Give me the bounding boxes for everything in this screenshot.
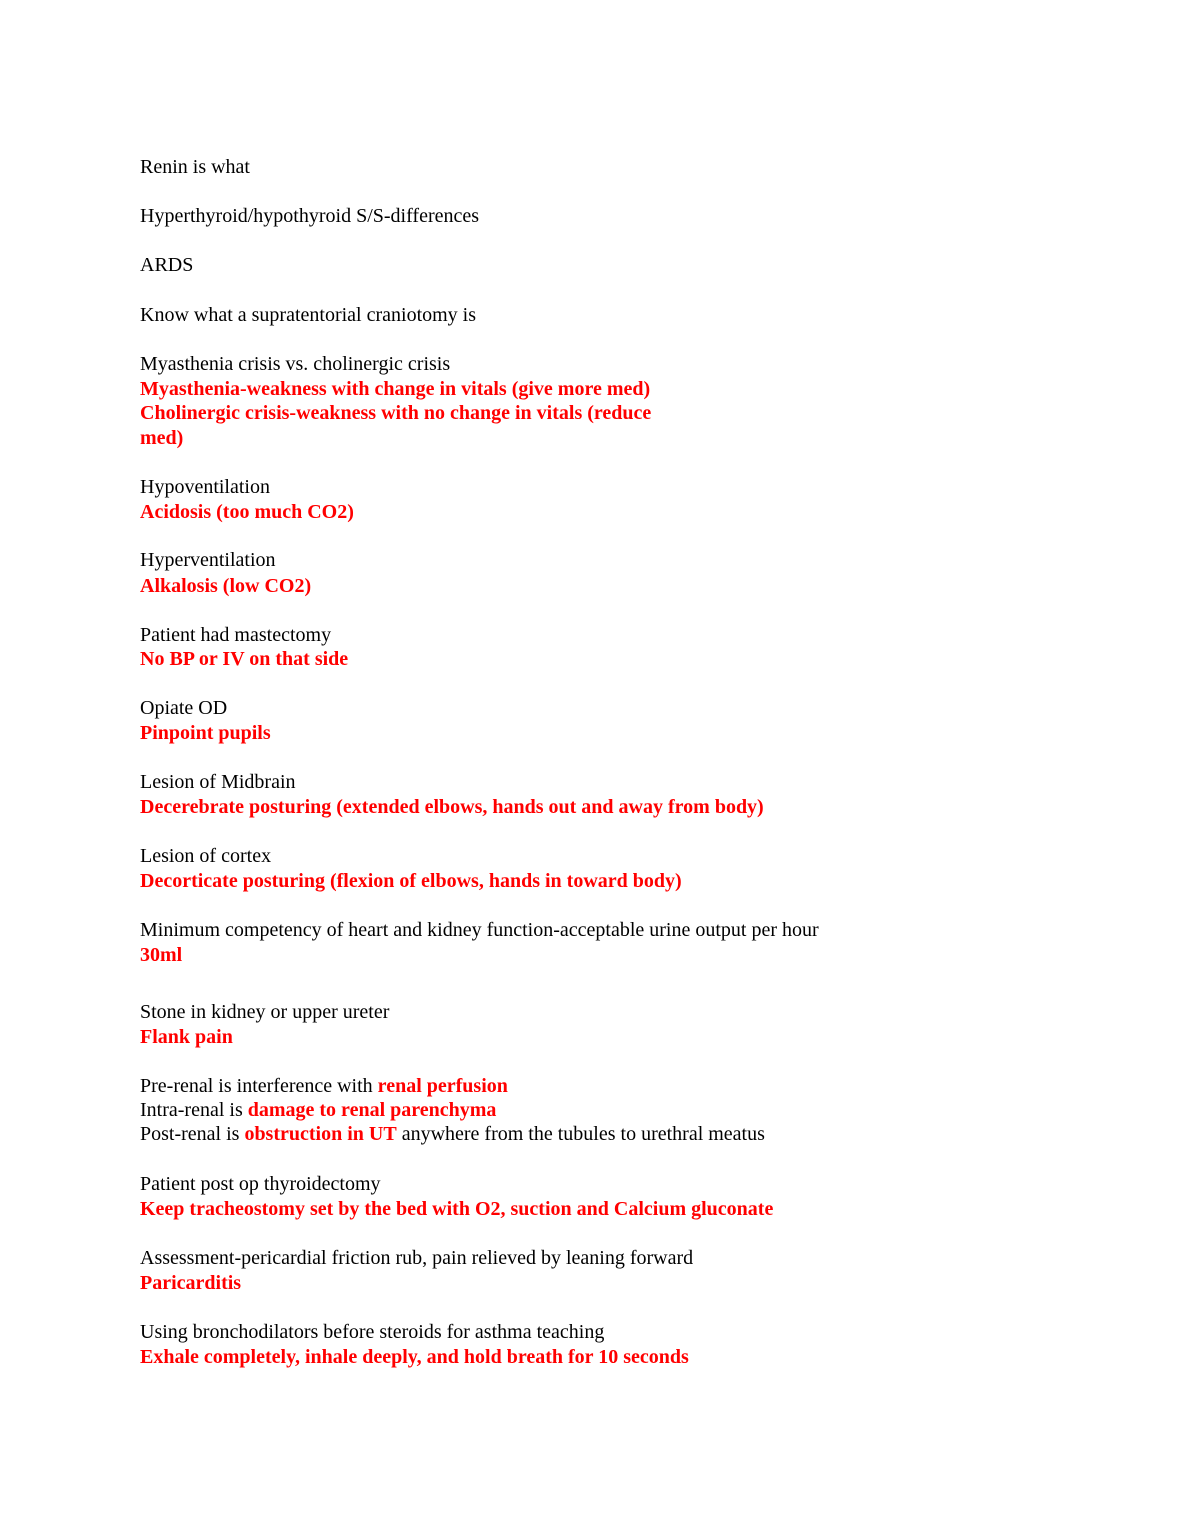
question-bronchodilators: Using bronchodilators before steroids for asthma teaching [140, 1321, 605, 1343]
question-thyroidectomy: Patient post op thyroidectomy [140, 1173, 381, 1195]
answer-midbrain-lesion: Decerebrate posturing (extended elbows, hands out and away from body) [140, 796, 764, 818]
answer-myasthenia-line1: Myasthenia-weakness with change in vitals (give more med) [140, 378, 651, 400]
renal-line-post [140, 1122, 765, 1146]
renal-post-highlight: obstruction in UT [244, 1123, 397, 1145]
answer-friction-rub: Paricarditis [140, 1272, 242, 1294]
question-opiate-od: Opiate OD [140, 697, 228, 719]
answer-hypoventilation: Acidosis (too much CO2) [140, 501, 354, 523]
answer-hyperventilation: Alkalosis (low CO2) [140, 575, 312, 597]
answer-opiate-od: Pinpoint pupils [140, 722, 271, 744]
question-friction-rub: Assessment-pericardial friction rub, pain relieved by leaning forward [140, 1247, 694, 1269]
question-ards: ARDS [140, 254, 194, 276]
answer-cortex-lesion: Decorticate posturing (flexion of elbows, hands in toward body) [140, 870, 682, 892]
answer-mastectomy: No BP or IV on that side [140, 648, 349, 670]
answer-bronchodilators: Exhale completely, inhale deeply, and hold breath for 10 seconds [140, 1346, 689, 1368]
renal-intra-highlight: damage to renal parenchyma [247, 1099, 497, 1121]
answer-urine-output: 30ml [140, 944, 183, 966]
question-hyperventilation: Hyperventilation [140, 549, 276, 571]
question-craniotomy: Know what a supratentorial craniotomy is [140, 304, 477, 326]
question-thyroid: Hyperthyroid/hypothyroid S/S-differences [140, 205, 480, 227]
renal-pre-text: Pre-renal is interference with [140, 1075, 378, 1097]
question-myasthenia: Myasthenia crisis vs. cholinergic crisis [140, 353, 451, 375]
question-renin: Renin is what [140, 156, 250, 178]
question-mastectomy: Patient had mastectomy [140, 624, 332, 646]
renal-line-pre [140, 1074, 508, 1098]
question-kidney-stone: Stone in kidney or upper ureter [140, 1001, 390, 1023]
question-hypoventilation: Hypoventilation [140, 476, 270, 498]
answer-kidney-stone: Flank pain [140, 1026, 233, 1048]
renal-post-rest: anywhere from the tubules to urethral meatus [396, 1123, 765, 1145]
renal-pre-highlight: renal perfusion [377, 1075, 508, 1097]
question-urine-output: Minimum competency of heart and kidney function-acceptable urine output per hour [140, 919, 819, 941]
renal-intra-text: Intra-renal is [140, 1099, 248, 1121]
answer-myasthenia-line2: Cholinergic crisis-weakness with no change in vitals (reduce [140, 402, 652, 424]
renal-post-text: Post-renal is [140, 1123, 245, 1145]
answer-myasthenia-line3: med) [140, 427, 184, 449]
question-midbrain-lesion: Lesion of Midbrain [140, 771, 296, 793]
answer-thyroidectomy: Keep tracheostomy set by the bed with O2, suction and Calcium gluconate [140, 1198, 774, 1220]
question-cortex-lesion: Lesion of cortex [140, 845, 272, 867]
renal-line-intra [140, 1098, 496, 1122]
